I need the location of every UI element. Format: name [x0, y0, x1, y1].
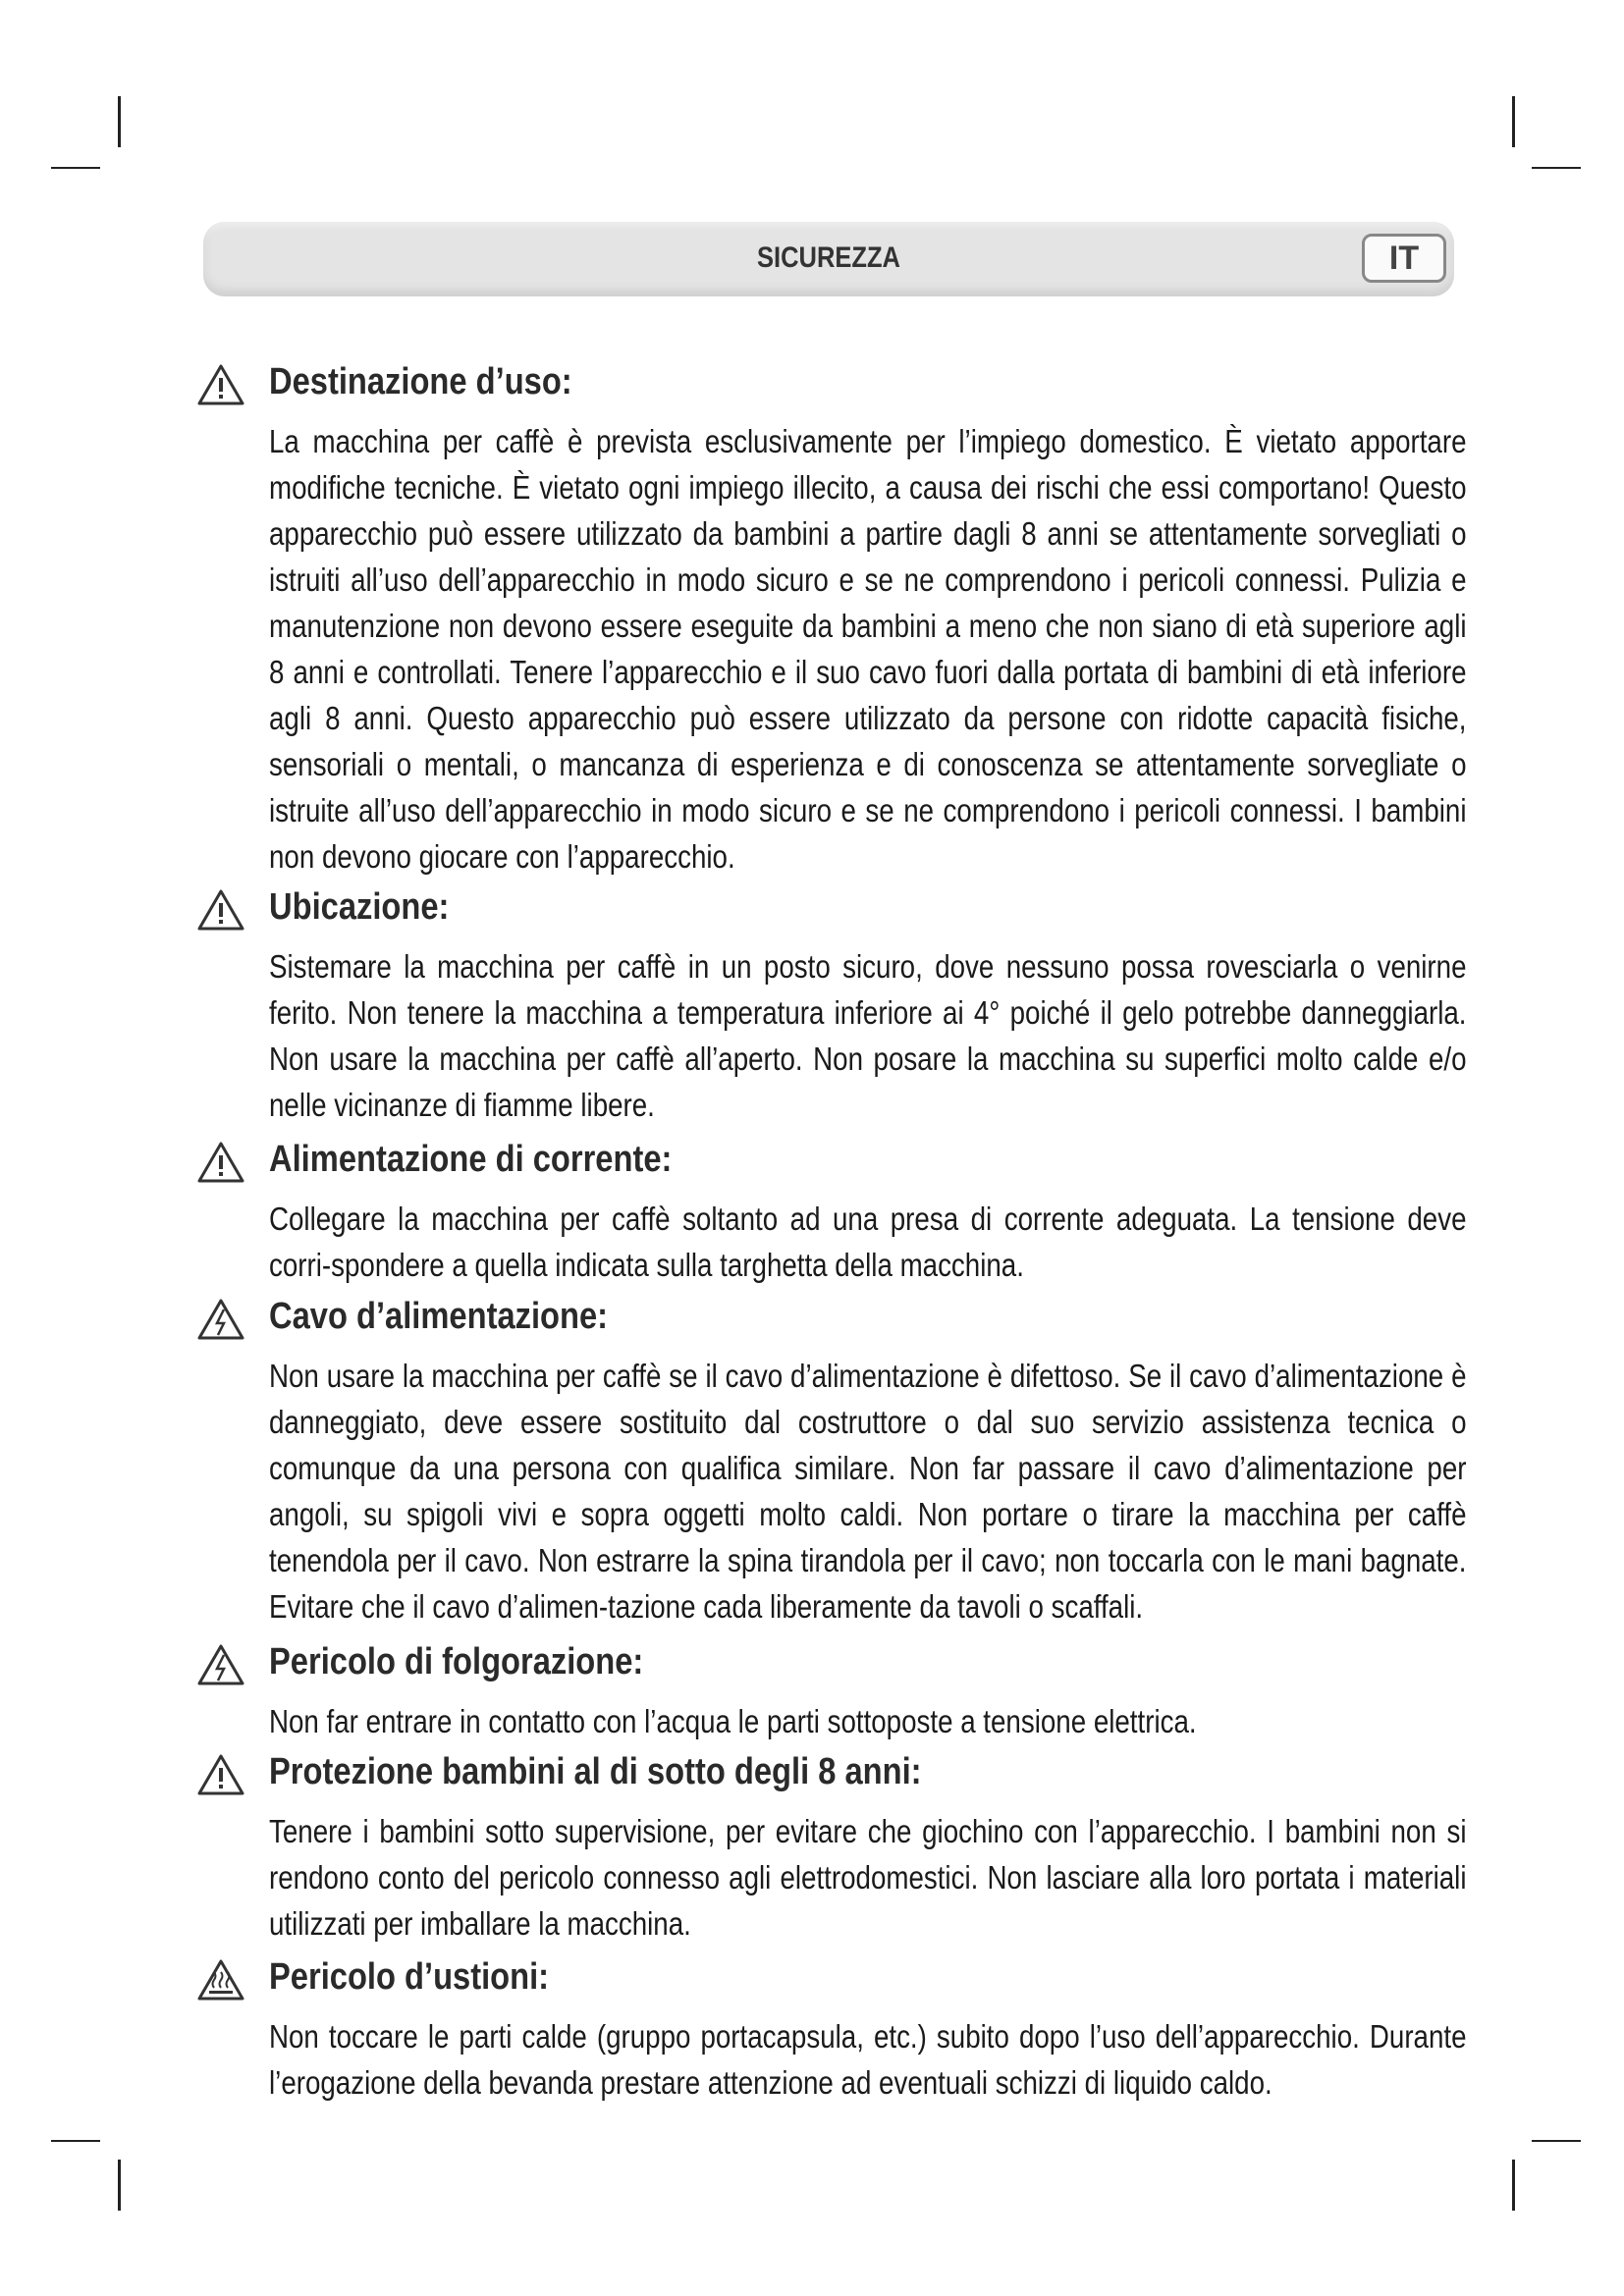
section-text: Non far entrare in contatto con l’acqua le parti sottoposte a tensione elettrica.: [269, 1703, 1197, 1739]
section-alimentazione-corrente: [196, 1139, 1483, 1288]
hot-surface-icon: [196, 1958, 245, 2002]
section-title: Pericolo di folgorazione:: [269, 1641, 644, 1682]
section-text: La macchina per caffè è prevista esclusivamente per l’impiego domestico. È vietato apportare modifiche tecniche. È vietato ogni impiego illecito, a causa dei rischi che essi comportano! Questo apparecchio può essere utilizzato da bambini a partire dagli 8 anni se attentamente sorvegliati o istruiti all’uso dell’apparecchio in modo sicuro e se ne comprendono i pericoli connessi. Pulizia e manutenzione non devono essere eseguite da bambini a meno che non siano di età superiore agli 8 anni e controllati. Tenere l’apparecchio e il suo cavo fuori dalla portata di bambini di età inferiore agli 8 anni. Questo apparecchio può essere utilizzato da persone con ridotte capacità fisiche, sensoriali o mentali, o mancanza di esperienza e di conoscenza se attentamente sorvegliate o istruite all’uso dell’apparecchio in modo sicuro e se ne comprendono i pericoli connessi. I bambini non devono giocare con l’apparecchio.: [269, 423, 1467, 875]
section-text: Non toccare le parti calde (gruppo portacapsula, etc.) subito dopo l’uso dell’apparecchio. Durante l’erogazione della bevanda prestare attenzione ad eventuali schizzi di liquido caldo.: [269, 2018, 1467, 2101]
crop-mark: [51, 2140, 100, 2142]
section-title: Alimentazione di corrente:: [269, 1139, 673, 1180]
section-text: Sistemare la macchina per caffè in un posto sicuro, dove nessuno possa rovesciarla o venirne ferito. Non tenere la macchina a temperatura inferiore ai 4° poiché il gelo potrebbe danneggiarla. Non usare la macchina per caffè all’aperto. Non posare la macchina su superfici molto calde e/o nelle vicinanze di fiamme libere.: [269, 948, 1467, 1123]
section-text: Tenere i bambini sotto supervisione, per evitare che giochino con l’apparecchio. I bambini non si rendono conto del pericolo connesso agli elettrodomestici. Non lasciare alla loro portata i materiali utilizzati per imballare la macchina.: [269, 1813, 1467, 1942]
section-text: Collegare la macchina per caffè soltanto ad una presa di corrente adeguata. La tensione deve corri-spondere a quella indicata sulla targhetta della macchina.: [269, 1201, 1467, 1283]
section-title: Cavo d’alimentazione:: [269, 1296, 609, 1337]
section-text: Non usare la macchina per caffè se il cavo d’alimentazione è difettoso. Se il cavo d’alimentazione è danneggiato, deve essere sostituito dal costruttore o dal suo servizio assistenza tecnica o comunque da una persona con qualifica similare. Non far passare il cavo d’alimentazione per angoli, su spigoli vivi e sopra oggetti molto caldi. Non portare o tirare la macchina per caffè tenendola per il cavo. Non estrarre la spina tirandola per il cavo; non toccarla con le mani bagnate. Evitare che il cavo d’alimen-tazione cada liberamente da tavoli o scaffali.: [269, 1358, 1467, 1625]
warning-triangle-icon: [196, 1141, 245, 1184]
section-title: Destinazione d’uso:: [269, 361, 572, 402]
crop-mark: [118, 2160, 121, 2211]
crop-mark: [1512, 96, 1515, 147]
section-destinazione-uso: [196, 361, 1483, 880]
section-cavo-alimentazione: [196, 1296, 1483, 1629]
crop-mark: [1532, 2140, 1581, 2142]
section-ubicazione: [196, 886, 1483, 1128]
electric-hazard-icon: [196, 1643, 245, 1686]
warning-triangle-icon: [196, 363, 245, 406]
warning-triangle-icon: [196, 1753, 245, 1796]
electric-hazard-icon: [196, 1298, 245, 1341]
section-pericolo-folgorazione: [196, 1641, 1483, 1744]
warning-triangle-icon: [196, 888, 245, 932]
crop-mark: [51, 167, 100, 169]
section-header-bar: [203, 222, 1454, 296]
section-title: Protezione bambini al di sotto degli 8 anni:: [269, 1751, 922, 1792]
section-pericolo-ustioni: [196, 1956, 1483, 2106]
section-protezione-bambini: [196, 1751, 1483, 1947]
crop-mark: [1532, 167, 1581, 169]
language-badge: IT: [1362, 234, 1446, 283]
crop-mark: [118, 96, 121, 147]
crop-mark: [1512, 2160, 1515, 2211]
section-title: Ubicazione:: [269, 886, 450, 928]
page-title: SICUREZZA: [757, 241, 900, 274]
section-title: Pericolo d’ustioni:: [269, 1956, 550, 1998]
